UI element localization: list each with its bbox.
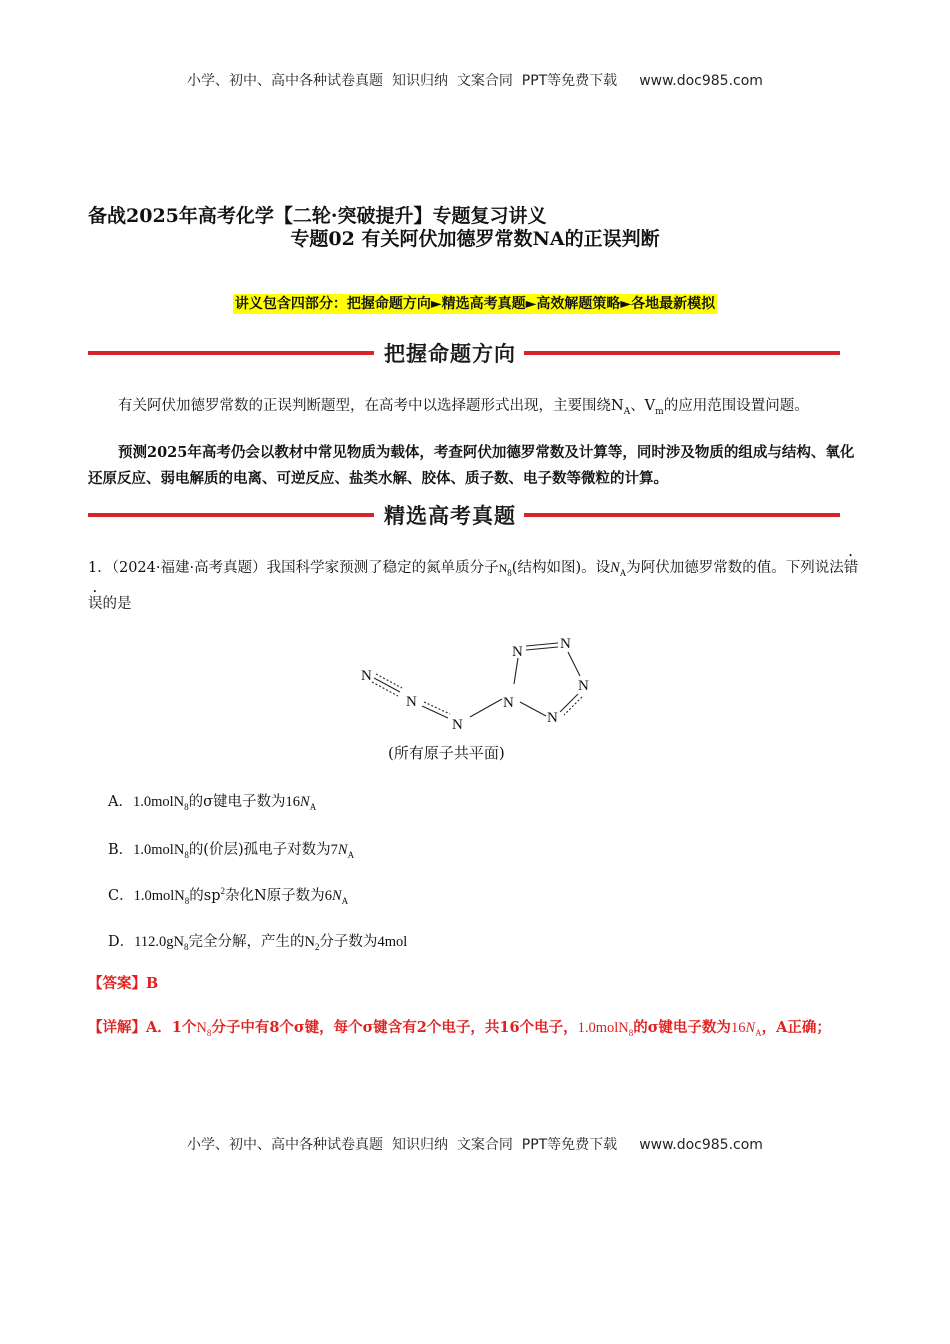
question-stem: 1．（2024·福建·高考真题）我国科学家预测了稳定的氮单质分子$N_8$(结构如图)。设$N_A$为阿伏加德罗常数的值。下列说法错误的是	[88, 560, 859, 612]
section-header-direction	[88, 338, 840, 368]
atom-label-n: N	[361, 668, 372, 684]
option-b[interactable]: B．1.0molN$_8$的(价层)孤电子对数为$7N_A$	[108, 842, 355, 860]
section-rule-left	[88, 513, 374, 517]
answer-label: 【答案】	[88, 975, 146, 992]
option-a[interactable]: A．1.0molN$_8$的σ键电子数为$16N_A$	[108, 794, 317, 812]
question-number: 1．	[88, 560, 112, 576]
atom-label-n: N	[503, 695, 514, 711]
question-source: （2024·福建·高考真题）	[111, 560, 267, 576]
explanation-paragraph: 【详解】A．1个$N_8$分子中有8个σ键，每个σ键含有2个电子，共16个电子，1.0molN$_8$的σ键电子数为$16N_A$，A正确；	[88, 1019, 831, 1038]
atom-label-n: N	[578, 678, 589, 694]
atom-label-n: N	[547, 710, 558, 726]
section-title: 把握命题方向	[384, 342, 516, 366]
option-d[interactable]: D．$112.0gN_8$完全分解，产生的$N_2$分子数为4mol	[108, 934, 408, 952]
document-subtitle: 专题02 有关阿伏加德罗常数NA的正误判断	[290, 228, 660, 250]
section-rule-left	[88, 351, 374, 355]
figure-caption: (所有原子共平面)	[388, 744, 505, 762]
header-site[interactable]: www.doc985.com	[639, 73, 763, 89]
page-header	[0, 70, 950, 90]
answer-line	[88, 972, 158, 993]
section-rule-right	[524, 351, 840, 355]
outline-banner	[0, 293, 950, 313]
section-header-exam	[88, 500, 840, 530]
document-title: 备战2025年高考化学【二轮·突破提升】专题复习讲义	[88, 205, 547, 227]
atom-label-n: N	[406, 694, 417, 710]
outline-text: 讲义包含四部分：把握命题方向►精选高考真题►高效解题策略►各地最新模拟	[234, 296, 716, 312]
page-footer	[0, 1134, 950, 1154]
direction-paragraph-2: 预测2025年高考仍会以教材中常见物质为载体，考查阿伏加德罗常数及计算等，同时涉及物质的组成与结构、氧化还原反应、弱电解质的电离、可逆反应、盐类水解、胶体、质子数、电子数等微粒的计算。	[88, 444, 855, 487]
emphasis-word: 错误	[88, 560, 859, 612]
atom-label-n: N	[560, 636, 571, 652]
explanation-label: 【详解】	[88, 1019, 146, 1036]
footer-text: 小学、初中、高中各种试卷真题 知识归纳 文案合同 PPT等免费下载	[187, 1137, 618, 1153]
atom-label-n: N	[512, 644, 523, 660]
footer-site[interactable]: www.doc985.com	[639, 1137, 763, 1153]
section-rule-right	[524, 513, 840, 517]
section-title: 精选高考真题	[384, 504, 516, 528]
atom-label-n: N	[452, 717, 463, 733]
n8-structure-diagram	[330, 622, 610, 742]
answer-value: B	[146, 975, 159, 992]
header-text: 小学、初中、高中各种试卷真题 知识归纳 文案合同 PPT等免费下载	[187, 73, 618, 89]
direction-paragraph-1: 有关阿伏加德罗常数的正误判断题型，在高考中以选择题形式出现，主要围绕$N_A$、$V_m$的应用范围设置问题。	[118, 398, 809, 417]
option-c[interactable]: C．1.0molN$_8$的$sp^2$杂化N原子数为$6N_A$	[108, 886, 349, 906]
